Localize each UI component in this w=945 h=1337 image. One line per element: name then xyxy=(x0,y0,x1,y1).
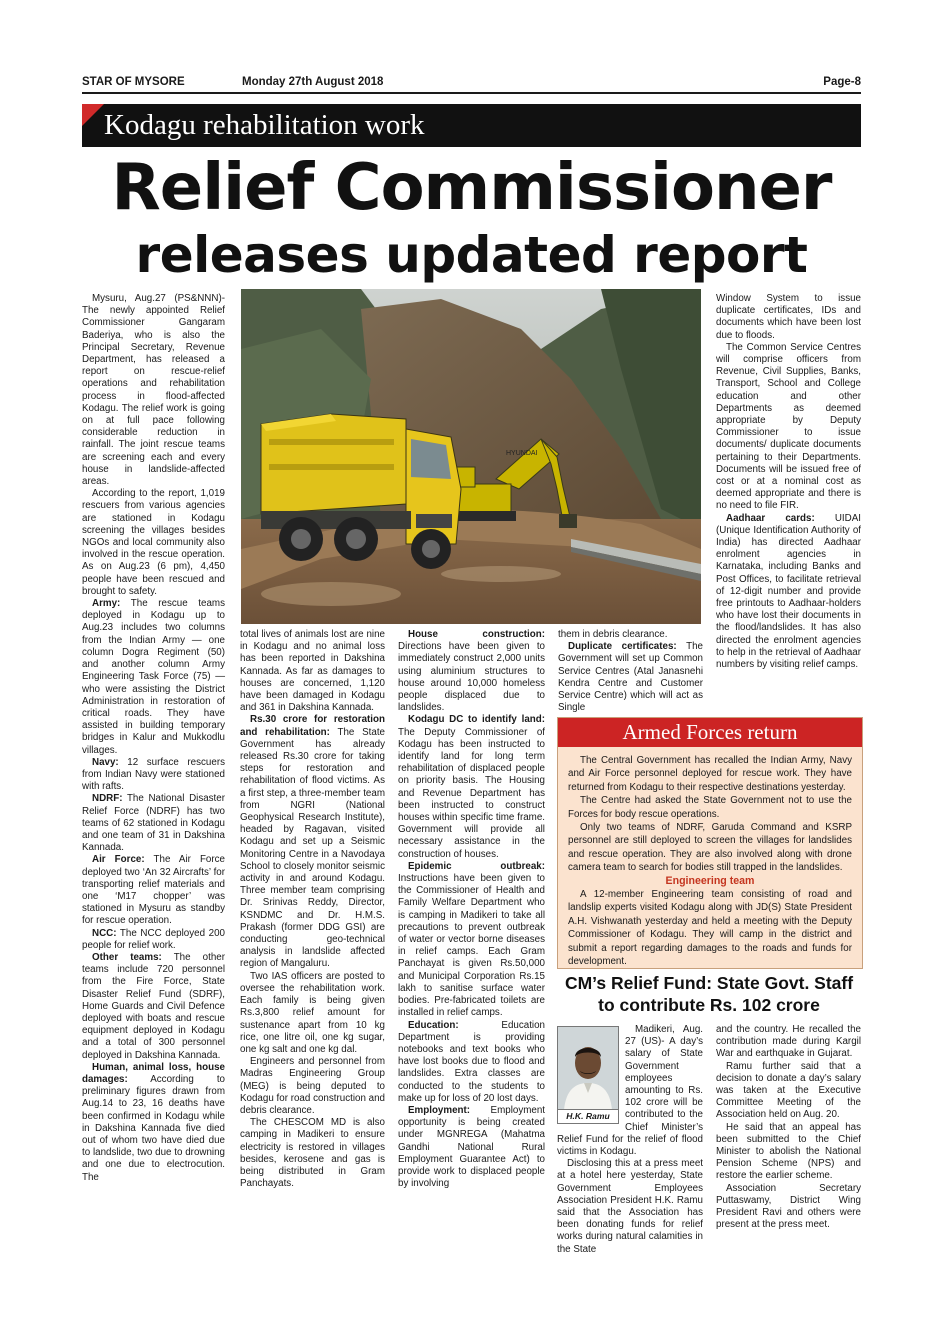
cm-paragraph: and the country. He recalled the contribution made during Kargil War and earthquake in Gujarat. xyxy=(716,1024,861,1060)
issue-date: Monday 27th August 2018 xyxy=(242,76,384,88)
col1-paragraph: Human, animal loss, house damages: According to preliminary figures drawn from Aug.14 to 23, 16 deaths have been confirmed in Kodagu while in Dakshina Kannada five died out of whom two have died due to landslide, two due to drowning and one due to electrocution. The xyxy=(82,1061,225,1183)
armed-forces-body xyxy=(568,754,852,969)
armed-forces-title: Armed Forces return xyxy=(558,718,862,747)
cm-relief-headline: CM’s Relief Fund: State Govt. Staff to contribute Rs. 102 crore xyxy=(564,973,854,1015)
col1-paragraph: Navy: 12 surface rescuers from Indian Navy were stationed with rafts. xyxy=(82,756,225,793)
red-corner-mark xyxy=(82,104,104,126)
cm-paragraph: Association Secretary Puttaswamy, District Wing President Ravi and others were present at the press meet. xyxy=(716,1182,861,1231)
lead-photo xyxy=(241,289,701,624)
kicker-banner xyxy=(82,104,861,147)
armed-paragraph: The Centre had asked the State Government not to use the Forces for body rescue operations. xyxy=(568,795,852,820)
cm-article-column-2 xyxy=(716,1024,861,1231)
engineering-team-subhead: Engineering team xyxy=(665,874,755,887)
headline-line-1: Relief Commissioner xyxy=(111,151,832,225)
cm-paragraph: Ramu further said that a decision to donate a day’s salary was taken at the Executive Committee Meeting of the Association held on Aug. 20. xyxy=(716,1060,861,1121)
col3-paragraph: Employment: Employment opportunity is being created under MGNREGA (Mahatma Gandhi National Rural Employment Guarantee Act) to provide work to displaced people by involving xyxy=(398,1104,545,1190)
col1-paragraph: Air Force: The Air Force deployed two ‘An 32 Aircrafts’ for transporting relief materials and one ‘M17 chopper’ was stationed in Mysuru as standby for rescue operation. xyxy=(82,854,225,927)
col2-paragraph: total lives of animals lost are nine in Kodagu and no animal loss has been reported in Dakshina Kannada. As far as damages to houses are concerned, 1,120 have been damaged in Kodagu and 361 in Dakshina Kannada. xyxy=(240,629,385,714)
article-column-4 xyxy=(558,629,703,714)
col3-paragraph: Kodagu DC to identify land: The Deputy Commissioner of Kodagu has been instructed to identify land for long term rehabilitation of displaced people on priority basis. The Housing and Revenue Department has been instructed to construct houses within specific time frame. Government will provide all necessary assistance in the construction of houses. xyxy=(398,714,545,860)
col4-paragraph: Duplicate certificates: The Government will set up Common Service Centres (Atal Janasnehi Kendra Centre and Customer Service Centre) which will act as Single xyxy=(558,641,703,714)
page-number: Page-8 xyxy=(823,76,861,88)
portrait-photo xyxy=(557,1026,619,1124)
col2-paragraph: Rs.30 crore for restoration and rehabilitation: The State Government has already released Rs.30 crore for taking steps for restoration and rehabilitation of flood victims. As a first step, a three-member team from NGRI (National Geophysical Research Institute), headed by Ragavan, visited Kodagu and set up a Seismic Monitoring Centre in a Navodaya School to closely monitor seismic activity in and around Kodagu. Three member team comprising Dr. Srinivas Reddy, Director, KSNDMC and Dr. H.M.S. Prakash (former DDG GSI) are conducting geo-technical analysis in landslide affected region of Mangaluru. xyxy=(240,714,385,970)
col3-paragraph: Epidemic outbreak: Instructions have been given to the Commissioner of Health and Family Welfare Department who is camping in Madikeri to take all precautions to prevent outbreak of water or vector borne diseases in relief camps. Each Gram Panchayat is given Rs.50,000 and Municipal Corporation Rs.15 lakh to sanitise surface water bodies. Pre-fabricated toilets are installed in relief camps. xyxy=(398,860,545,1019)
col3-paragraph: House construction: Directions have been given to immediately construct 2,000 units using aluminium structures to house around 10,000 homeless people displaced due to landslides. xyxy=(398,629,545,714)
col1-paragraph: Other teams: The other teams include 720 personnel from the Fire Force, State Disaster Relief Fund (SDRF), Home Guards and Civil Defence deployed with boats and rescue equipment deployed in Kodagu and a total of 300 personnel deployed in Dakshina Kannada. xyxy=(82,951,225,1061)
col2-paragraph: Two IAS officers are posted to oversee the rehabilitation work. Each family is being given Rs.3,800 relief amount for sustenance apart from 10 kg rice, one litre oil, one kg sugar, one kg salt and one kg dal. xyxy=(240,970,385,1055)
article-column-2 xyxy=(240,629,385,1190)
headline-line-2: releases updated report xyxy=(135,226,808,284)
kicker-title: Kodagu rehabilitation work xyxy=(104,109,425,141)
col1-paragraph: Mysuru, Aug.27 (PS&NNN)- The newly appointed Relief Commissioner Gangaram Baderiya, who is also the Principal Secretary, Revenue Department, has released a report on rescue-relief operations and rehabilitation process in flood-affected Kodagu. The relief work is going on at full pace following considerable reduction in rainfall. The joint rescue teams are screening each and every house in landslide-affected areas. xyxy=(82,293,225,488)
col5-paragraph: Aadhaar cards: UIDAI (Unique Identification Authority of India) has directed Aadhaar enrolment agencies in Karnataka, including Banks and Post Offices, to facilitate retrieval of 12-digit number and provide free printouts to Aadhaar-holders who have lost their documents in the flood/landslides. It has also directed the enrolment agencies to help in the retrieval of Aadhaar numbers by visiting relief camps. xyxy=(716,512,861,671)
cm-paragraph: Madikeri, Aug. 27 (US)- A day’s salary of State Government employees amounting to Rs. 102 crore will be contributed to the Chief Minister’s Relief Fund for the relief of flood victims in Kodagu. xyxy=(557,1024,703,1158)
article-column-3 xyxy=(398,629,545,1190)
col1-paragraph: According to the report, 1,019 rescuers from various agencies are stationed in Kodagu screening the villages besides NGOs and local community also involved in the rescue operation. As on Aug.23 (6 pm), 4,450 people have been rescued and brought to safety. xyxy=(82,488,225,597)
armed-paragraph: Only two teams of NDRF, Garuda Command and KSRP personnel are still deployed to screen the villages for landslides and rescue operation. They are also involved along with drone camera team to search for bodies still trapped in the landslides. xyxy=(568,822,852,874)
armed-paragraph: The Central Government has recalled the Indian Army, Navy and Air Force personnel deployed for rescue work. They have returned from Kodagu to their respective destinations yesterday. xyxy=(568,755,852,793)
newspaper-name: STAR OF MYSORE xyxy=(82,76,185,88)
col3-paragraph: Education: Education Department is providing notebooks and text books who have lost books due to flood and landslides. Extra classes are conducted to the students to make up for loss of 20 lost days. xyxy=(398,1019,545,1104)
cm-article-column-1 xyxy=(557,1024,703,1256)
masthead-rule xyxy=(82,92,861,94)
person-portrait-icon xyxy=(558,1027,618,1110)
armed-paragraph: A 12-member Engineering team consisting of road and landslip experts visited Kodagu along with JD(S) State President A.H. Vishwanath yesterday and held a meeting with the Deputy Commissioner of Kodagu. They will camp in the district and submit a report regarding damages to the roads and funds for development. xyxy=(568,889,852,968)
armed-forces-box xyxy=(557,717,863,969)
masthead xyxy=(82,74,861,90)
portrait-caption: H.K. Ramu xyxy=(558,1109,618,1123)
article-column-1 xyxy=(82,293,225,1184)
excavator-brand-text: HYUNDAI xyxy=(506,450,538,457)
col5-paragraph: Window System to issue duplicate certificates, IDs and documents which have been lost due to floods. xyxy=(716,293,861,341)
col2-paragraph: The CHESCOM MD is also camping in Madikeri to ensure electricity is restored in villages besides, kerosene and gas is being distributed in Gram Panchayats. xyxy=(240,1117,385,1190)
col5-paragraph: The Common Service Centres will comprise officers from Revenue, Civil Supplies, Banks, Transport, School and College education and other Departments as deemed appropriate by Deputy Commissioner to issue documents/ duplicate documents pertaining to their Departments. Documents will be issued free of cost or at a nominal cost as deemed appropriate and there is no need to file FIR. xyxy=(716,341,861,512)
col1-paragraph: Army: The rescue teams deployed in Kodagu up to Aug.23 includes two columns from the Indian Army — one column Dogra Regiment (50) and another column Army Engineering Task Force (75) — who were assisting the District Administration in restoration of critical roads. They have assisted in building temporary bridges in Kalur and Mukkodlu villages. xyxy=(82,598,225,756)
col2-paragraph: Engineers and personnel from Madras Engineering Group (MEG) is being deputed to Kodagu for road construction and debris clearance. xyxy=(240,1056,385,1116)
col1-paragraph: NDRF: The National Disaster Relief Force (NDRF) has two teams of 62 stationed in Kodagu and one team of 31 in Dakshina Kannada. xyxy=(82,793,225,854)
cm-paragraph: Disclosing this at a press meet at a hotel here yesterday, State Government Employees Association President H.K. Ramu said that the Association has been donating funds for relief works during natural calamities in the State xyxy=(557,1158,703,1255)
article-column-5 xyxy=(716,293,861,671)
col1-paragraph: NCC: The NCC deployed 200 people for relief work. xyxy=(82,927,225,951)
cm-paragraph: He said that an appeal has been submitted to the Chief Minister to abolish the National Pension Scheme (NPS) and restore the earlier scheme. xyxy=(716,1121,861,1182)
col4-paragraph: them in debris clearance. xyxy=(558,629,668,640)
landslide-road-clearing-photo xyxy=(241,289,701,624)
